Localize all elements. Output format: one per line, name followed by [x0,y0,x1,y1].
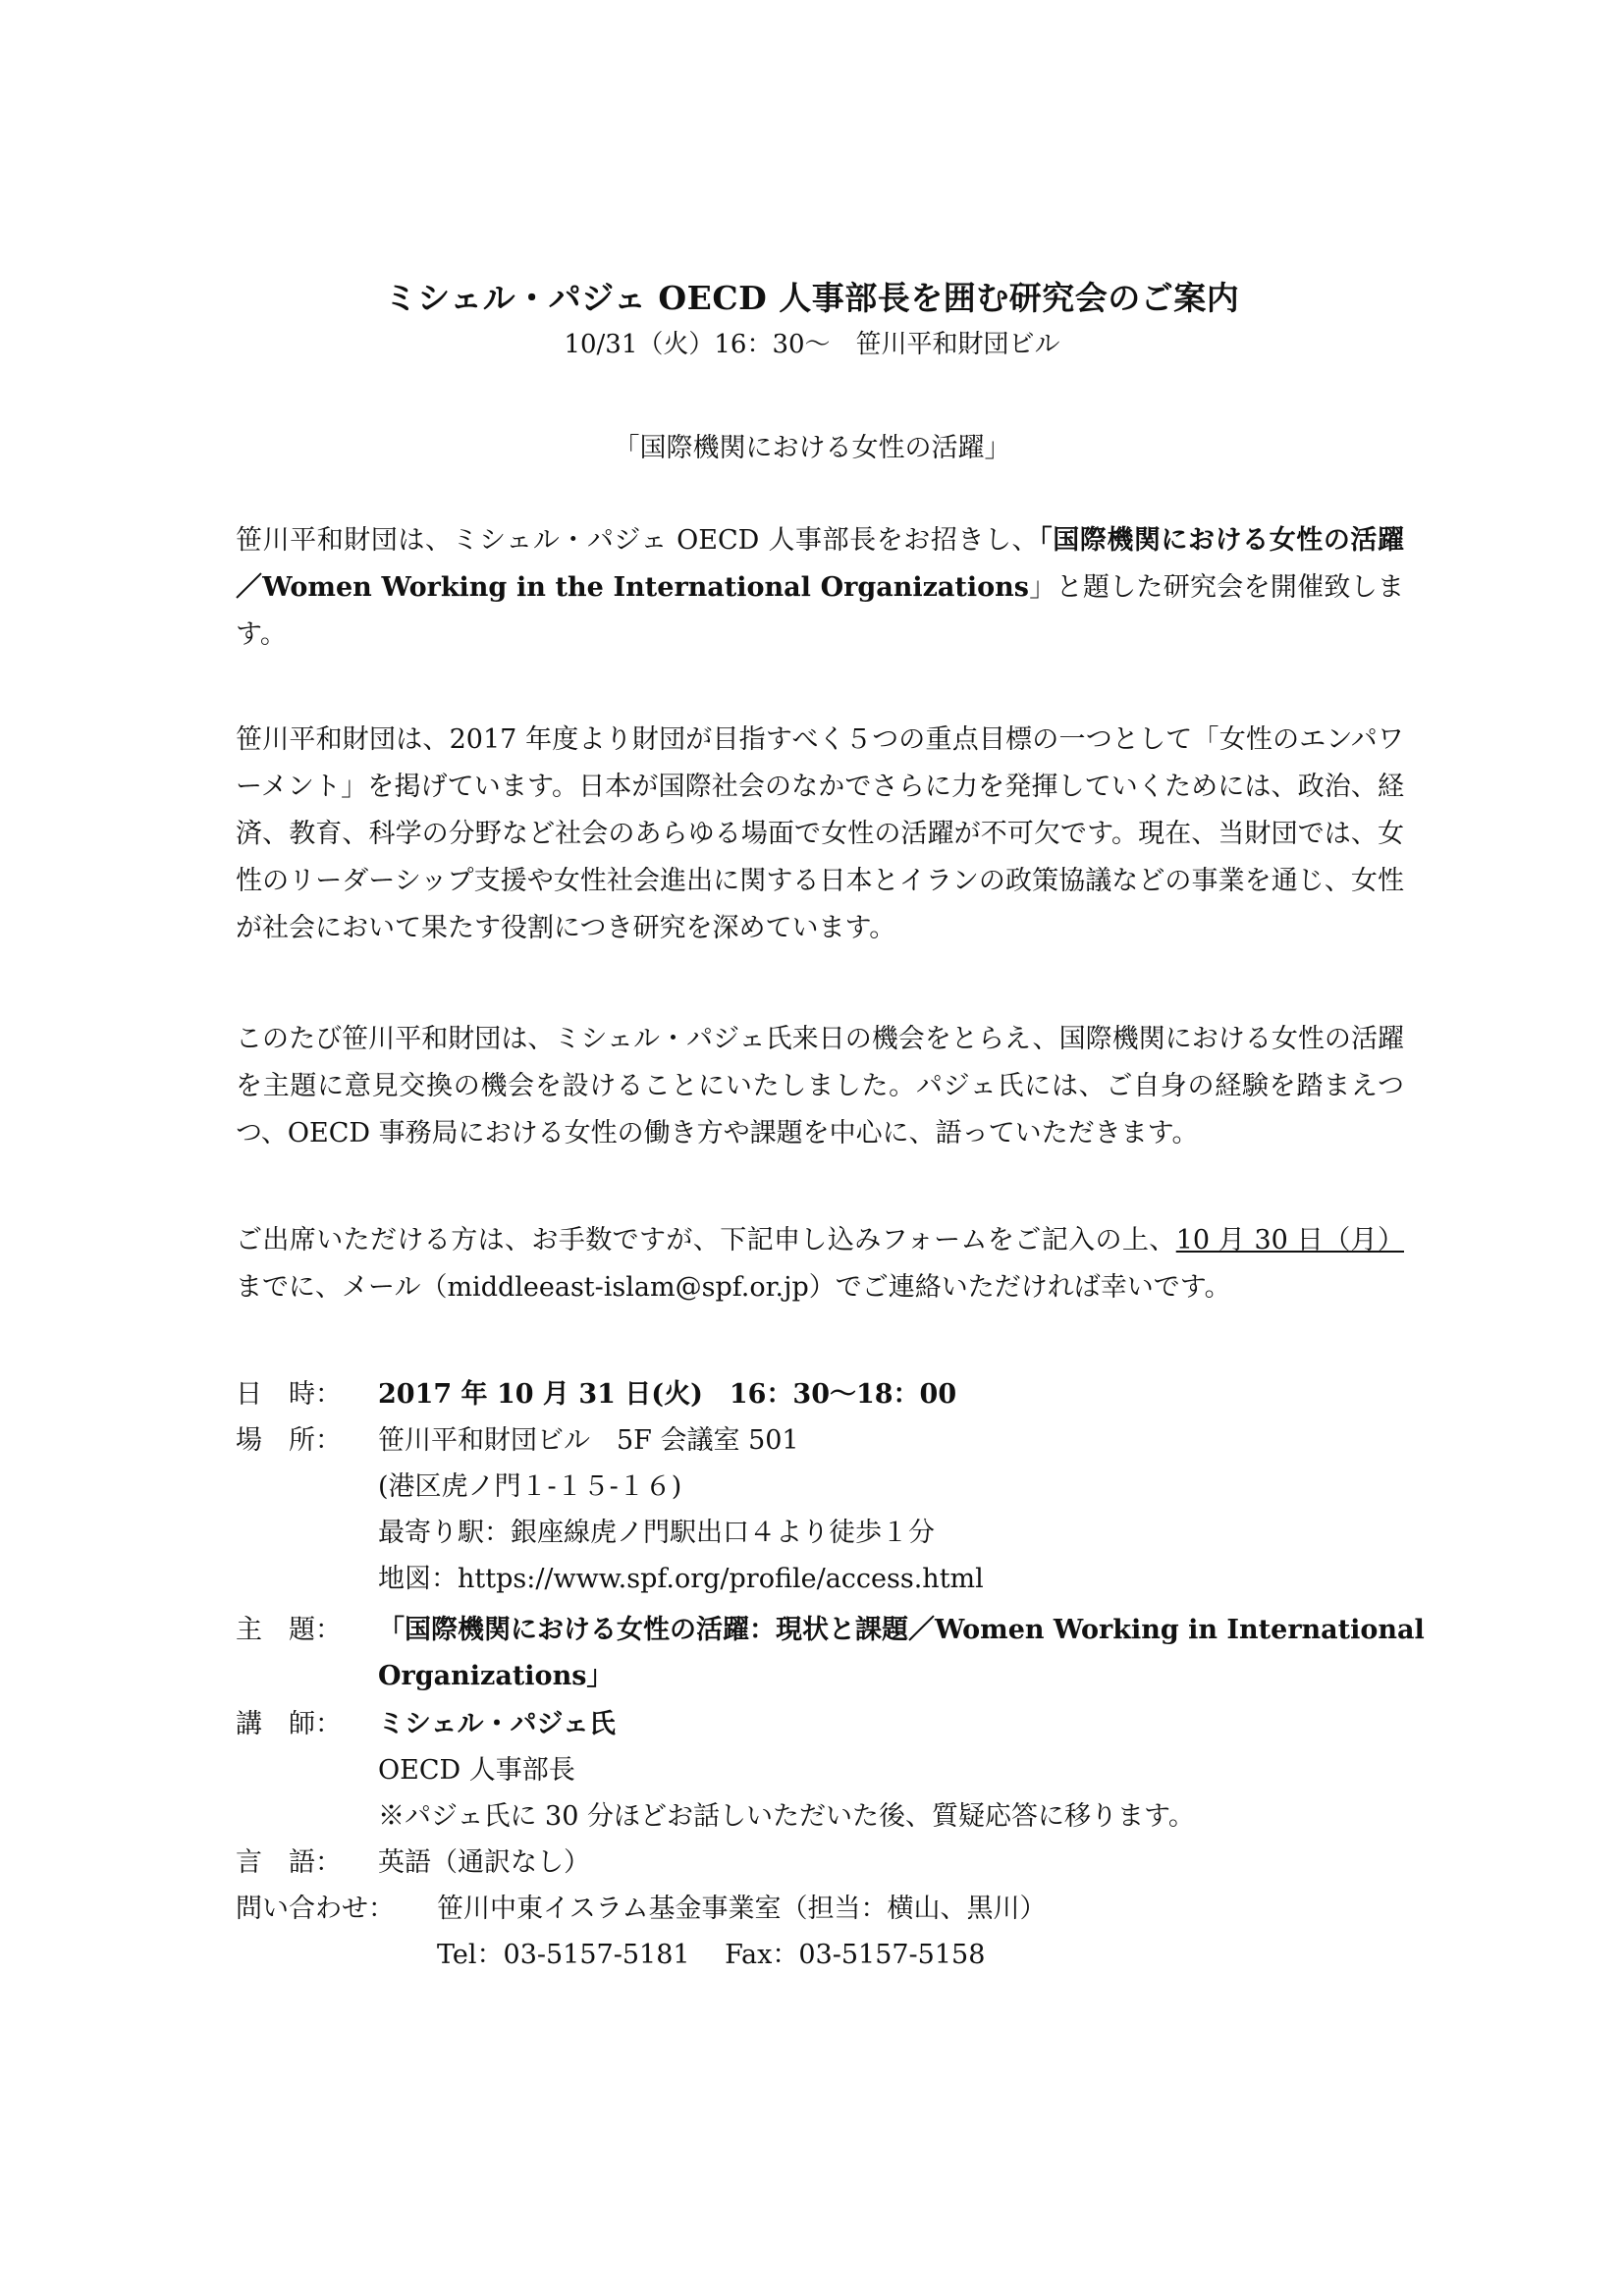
place-map: 地図：https://www.spf.org/profile/access.html [378,1564,984,1594]
rsvp-text-start: ご出席いただける方は、お手数ですが、下記申し込みフォームをご記入の上、 [236,1225,1176,1255]
place-value: 笹川平和財団ビル 5F 会議室 501 [378,1425,799,1456]
background-paragraph: 笹川平和財団は、2017 年度より財団が目指すべく５つの重点目標の一つとして「女性のエンパワーメント」を掲げています。日本が国際社会のなかでさらに力を発揮していくためには、政治、経済、教育、科学の分野など社会のあらゆる場面で女性の活躍が不可欠です。現在、当財団では、女性のリーダーシップ支援や女性社会進出に関する日本とイランの政策協議などの事業を通じ、女性が社会において果たす役割につき研究を深めています。 [236,724,1404,943]
language-value: 英語（通訳なし） [378,1847,590,1878]
speaker-note: ※パジェ氏に 30 分ほどお話しいただいた後、質疑応答に移ります。 [378,1801,1195,1832]
place-label: 場 所： [236,1425,342,1456]
speaker-title: OECD 人事部長 [378,1755,575,1786]
event-subtitle: 10/31（火）16：30～ 笹川平和財団ビル [564,330,1060,359]
rsvp-paragraph [236,1217,1404,1311]
language-label: 言 語： [236,1847,342,1878]
event-theme: 「国際機関における女性の活躍」 [613,433,1011,463]
datetime-value: 2017 年 10 月 31 日(火) 16：30～18：00 [378,1379,957,1410]
intro-bold-title: 「国際機関における女性の活躍／Women Working in the International Organizations [236,525,1404,603]
rsvp-deadline: 10 月 30 日（月） [1175,1225,1404,1255]
place-address: (港区虎ノ門１-１５-１６) [378,1471,682,1502]
topic-value-line1: 「国際機関における女性の活躍：現状と課題／Women Working in International [378,1615,1425,1645]
datetime-label: 日 時： [236,1379,342,1410]
contact-value: 笹川中東イスラム基金事業室（担当：横山、黒川） [437,1894,1047,1924]
page-title: ミシェル・パジェ OECD 人事部長を囲む研究会のご案内 [384,279,1240,317]
contact-tel-fax: Tel：03-5157-5181 Fax：03-5157-5158 [437,1940,986,1970]
rsvp-text-end: までに、メール（middleeast-islam@spf.or.jp）でご連絡いただければ幸いです。 [236,1272,1231,1303]
speaker-name: ミシェル・パジェ氏 [378,1709,616,1739]
speaker-label: 講 師： [236,1709,342,1739]
purpose-paragraph: このたび笹川平和財団は、ミシェル・パジェ氏来日の機会をとらえ、国際機関における女性の活躍を主題に意見交換の機会を設けることにいたしました。パジェ氏には、ご自身の経験を踏まえつつ、OECD 事務局における女性の働き方や課題を中心に、語っていただきます。 [236,1024,1404,1148]
intro-text-start: 笹川平和財団は、ミシェル・パジェ OECD 人事部長をお招きし、 [236,525,1040,556]
topic-label: 主 題： [236,1615,342,1645]
place-station: 最寄り駅：銀座線虎ノ門駅出口４より徒歩１分 [378,1518,935,1548]
intro-paragraph [236,517,1404,659]
intro-text-end: 」と題した研究会を開催致します。 [236,572,1404,650]
topic-value-line2: Organizations」 [378,1661,614,1691]
contact-label: 問い合わせ： [236,1894,395,1924]
